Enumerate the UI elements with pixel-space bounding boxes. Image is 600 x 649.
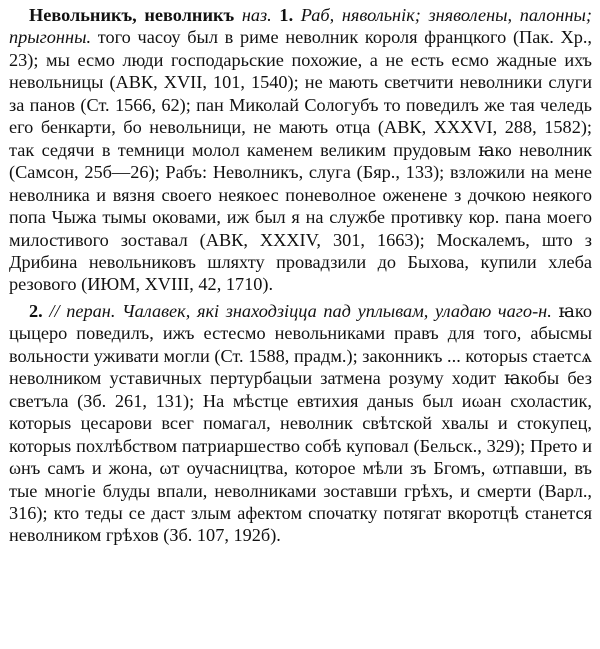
- entry-sense-1: [9, 4, 592, 296]
- sense-number: 1.: [279, 5, 294, 25]
- sense-citations: того часоу был в риме неволник короля францкого (Пак. Хр., 23); мы есмо люди господарьские похожие, а не есть есмо жадные ихъ невольницы (АВК, XVII, 101, 1540); не мають светчити неволники слуги за панов (Ст. 1566, 62); пан Миколай Сологубъ то поведилъ же тая челедь его бенкарти, бо невольници, не мають отца (АВК, XXXVI, 288, 1582); так седячи в темници молол каменем великим прудовым ꙗко неволник (Самсон, 25б—26); Рабъ: Неволникъ, слуга (Бяр., 133); взложили на мене неволника и вязня своего неякоес поневолное оженене з дочкою неякого попа Чыжа тымы оковами, иж был я на службе противку кор. пана моего милостивого зоставал (АВК, XXXIV, 301, 1663); Москалемъ, што з Дрибина невольниковъ шляхту провадзили до Быхова, купили хлеба резового (ИЮМ, XVIII, 42, 1710).: [9, 27, 592, 295]
- sense-citations: ꙗко цыцеро поведилъ, ижъ естесмо невольниками правъ для того, абысмы вольности уживати могли (Ст. 1588, прадм.); законникъ ... которыs стаетсѧ неволником уставичных пертурбацыи затмена розуму ходит ꙗкобы без светъла (Зб. 261, 131); На мѣстце евтихия даныs был иωан схоластик, которыs цесарови всег помагал, неволник свѣтской хвалы и стокупец, которыs похлѣбством патриаршество собѣ куповал (Бельск., 329); Прето и ωнъ самъ и жона, ωт оучасництва, которое мѣли зъ Бгомъ, ωтпавши, въ тые многіе блуды впали, неволниками зоставши грѣхъ, и смерти (Варл., 316); кто теды се даст злым афектом спочатку потягат вкоротцѣ станется неволником грѣхов (Зб. 107, 192б).: [9, 300, 592, 546]
- entry-sense-2: [9, 300, 592, 547]
- sense-gloss: // перан. Чалавек, які знаходзіцца пад уплывам, уладаю чаго-н.: [49, 300, 552, 321]
- entry-headword: Невольникъ, неволникъ: [29, 5, 235, 25]
- sense-gloss: Раб, нявольнік; зняволены, палонны; прыгонны.: [9, 5, 592, 48]
- sense-number: 2.: [29, 300, 43, 321]
- entry-part-of-speech: наз.: [241, 5, 272, 25]
